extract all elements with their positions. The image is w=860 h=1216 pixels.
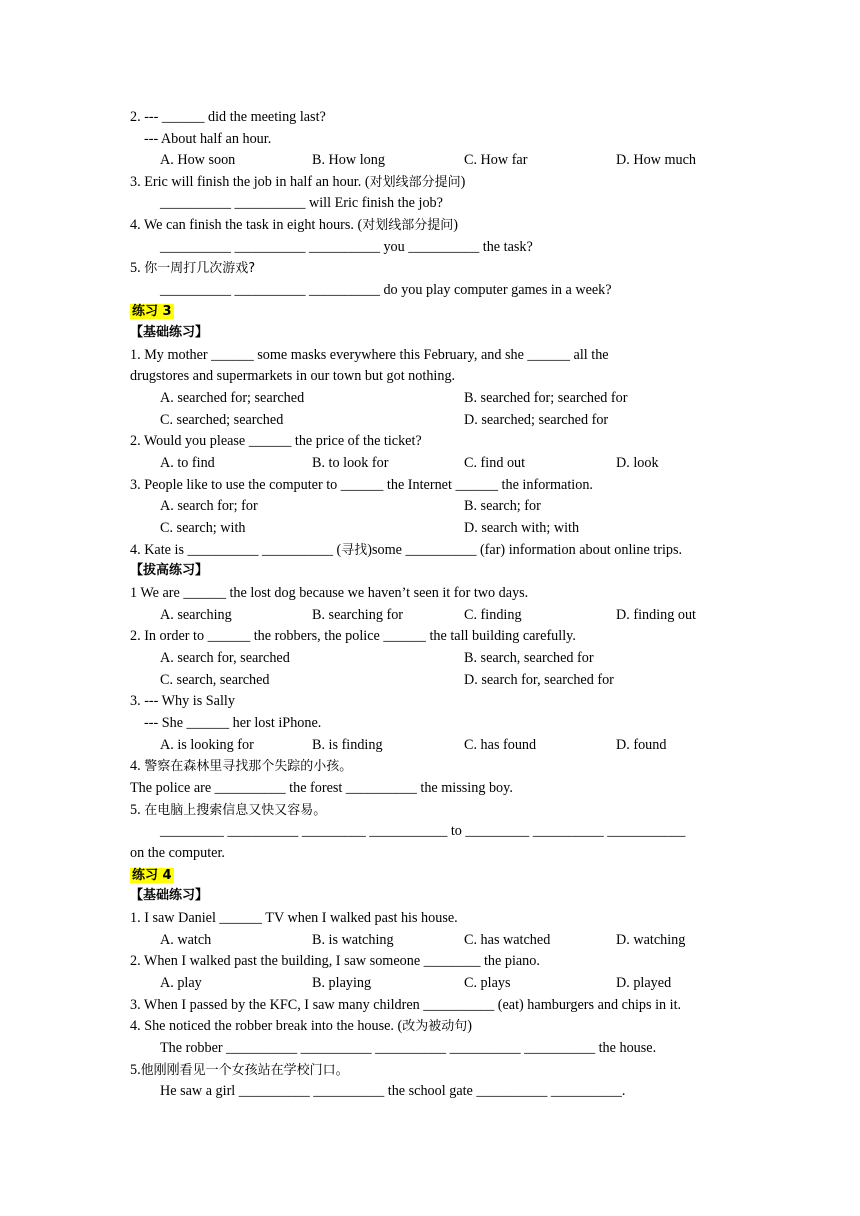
option-c: C. search, searched	[160, 672, 270, 688]
answer-line: --- About half an hour.	[144, 131, 272, 147]
option-b: B. How long	[312, 152, 385, 168]
question-1-continued: drugstores and supermarkets in our town but got nothing.	[130, 368, 456, 384]
question-5: 5. 你一周打几次游戏?	[130, 260, 256, 276]
fill-blank-line: __________ __________ __________ you __________ the task?	[160, 239, 533, 255]
option-b: B. playing	[312, 975, 372, 991]
option-d: D. finding out	[616, 607, 696, 623]
advanced-question-2: 2. In order to ______ the robbers, the police ______ the tall building carefully.	[130, 628, 576, 644]
question-1: 1. I saw Daniel ______ TV when I walked past his house.	[130, 910, 458, 926]
option-d: D. search for, searched for	[464, 672, 614, 688]
option-a: A. to find	[160, 455, 215, 471]
fill-blank-line: _________ __________ _________ ___________ to _________ __________ ___________	[160, 823, 686, 839]
option-a: A. is looking for	[160, 737, 254, 753]
option-c: C. search; with	[160, 520, 246, 536]
fill-blank-line: __________ __________ __________ do you play computer games in a week?	[160, 282, 612, 298]
section-title-exercise-3: 练习 3	[132, 304, 172, 319]
option-d: D. searched; searched for	[464, 412, 609, 428]
option-a: A. searched for; searched	[160, 390, 305, 406]
option-c: C. finding	[464, 607, 522, 623]
question-5: 5.他刚刚看见一个女孩站在学校门口。	[130, 1062, 349, 1078]
option-a: A. watch	[160, 932, 212, 948]
question-2: 2. Would you please ______ the price of the ticket?	[130, 433, 422, 449]
question-4: 4. She noticed the robber break into the house. (改为被动句)	[130, 1018, 472, 1034]
option-c: C. find out	[464, 455, 526, 471]
advanced-practice-heading: 【拔高练习】	[130, 563, 209, 578]
question-2: 2. --- ______ did the meeting last?	[130, 109, 326, 125]
option-c: C. plays	[464, 975, 511, 991]
option-d: D. found	[616, 737, 667, 753]
question-4: 4. We can finish the task in eight hours. (对划线部分提问)	[130, 217, 458, 233]
option-d: D. search with; with	[464, 520, 580, 536]
option-c: C. has found	[464, 737, 537, 753]
option-c: C. How far	[464, 152, 528, 168]
answer-line: --- She ______ her lost iPhone.	[144, 715, 322, 731]
fill-blank-line: The robber __________ __________ __________ __________ __________ the house.	[160, 1040, 657, 1056]
option-b: B. search; for	[464, 498, 541, 514]
fill-blank-line: __________ __________ will Eric finish the job?	[160, 195, 443, 211]
option-b: B. searched for; searched for	[464, 390, 628, 406]
question-4: 4. Kate is __________ __________ (寻找)some __________ (far) information about online trips.	[130, 542, 683, 558]
advanced-question-1: 1 We are ______ the lost dog because we haven’t seen it for two days.	[130, 585, 529, 601]
option-b: B. searching for	[312, 607, 404, 623]
advanced-question-5: 5. 在电脑上搜索信息又快又容易。	[130, 802, 327, 818]
basic-practice-heading: 【基础练习】	[130, 325, 209, 340]
option-c: C. searched; searched	[160, 412, 284, 428]
advanced-question-3: 3. --- Why is Sally	[130, 693, 235, 709]
option-a: A. search for; for	[160, 498, 258, 514]
option-b: B. to look for	[312, 455, 389, 471]
option-d: D. look	[616, 455, 659, 471]
option-a: A. play	[160, 975, 202, 991]
option-b: B. search, searched for	[464, 650, 594, 666]
option-d: D. played	[616, 975, 672, 991]
question-1: 1. My mother ______ some masks everywhere this February, and she ______ all the	[130, 347, 609, 363]
option-d: D. watching	[616, 932, 686, 948]
section-title-exercise-4: 练习 4	[132, 868, 172, 883]
fill-blank-line: The police are __________ the forest __________ the missing boy.	[130, 780, 513, 796]
option-d: D. How much	[616, 152, 696, 168]
fill-blank-line: He saw a girl __________ __________ the school gate __________ __________.	[160, 1083, 626, 1099]
basic-practice-heading: 【基础练习】	[130, 888, 209, 903]
option-b: B. is watching	[312, 932, 394, 948]
question-3: 3. Eric will finish the job in half an hour. (对划线部分提问)	[130, 174, 466, 190]
option-b: B. is finding	[312, 737, 383, 753]
question-3: 3. People like to use the computer to ______ the Internet ______ the information.	[130, 477, 593, 493]
fill-blank-line-end: on the computer.	[130, 845, 225, 861]
option-a: A. searching	[160, 607, 232, 623]
option-a: A. How soon	[160, 152, 236, 168]
option-a: A. search for, searched	[160, 650, 290, 666]
question-2: 2. When I walked past the building, I saw someone ________ the piano.	[130, 953, 540, 969]
advanced-question-4: 4. 警察在森林里寻找那个失踪的小孩。	[130, 758, 353, 774]
option-c: C. has watched	[464, 932, 551, 948]
question-3: 3. When I passed by the KFC, I saw many children __________ (eat) hamburgers and chips in it.	[130, 997, 682, 1013]
